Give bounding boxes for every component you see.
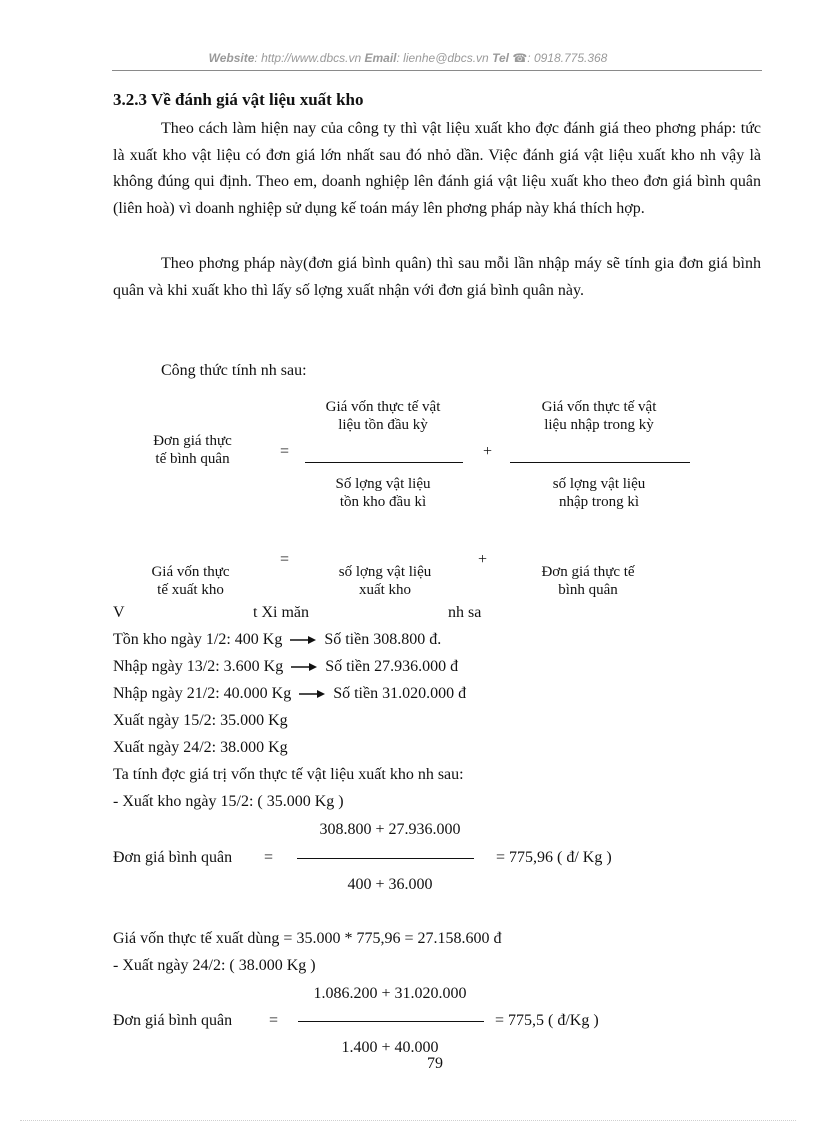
formula1-lhs-line1: Đơn giá thực <box>153 433 232 449</box>
paragraph-1 <box>113 116 761 222</box>
formula2-col3-line2: bình quân <box>558 582 618 598</box>
phone-icon: ☎ <box>512 51 528 65</box>
footer-divider <box>20 1120 796 1121</box>
formula1-equals: = <box>280 443 290 460</box>
nhap1-line <box>113 658 458 676</box>
case2-lhs: Đơn giá bình quân <box>113 1012 233 1029</box>
formula2-col2-line2: xuất kho <box>358 582 412 598</box>
paragraph-2-text: Theo phơng pháp này(đơn giá bình quân) thì sau mỗi lần nhập máy sẽ tính gia đơn giá bình quân và khi xuất kho thì lấy số lợng xuất nhận với đơn giá bình quân này. <box>113 255 761 299</box>
tel-label: Tel <box>492 51 509 65</box>
paragraph-2 <box>113 251 761 304</box>
case1-fraction-bar <box>297 858 474 859</box>
formula1-num2-line1: Giá vốn thực tế vật <box>541 399 657 415</box>
formula2-equals: = <box>280 551 290 568</box>
case1-lhs: Đơn giá bình quân <box>113 849 233 866</box>
xuat2-line: Xuất ngày 24/2: 38.000 Kg <box>113 739 288 756</box>
formula1-num1-line2: liệu tồn đầu kỳ <box>338 417 428 433</box>
formula1-fraction-bar-2 <box>510 462 690 463</box>
formula2-col2-line1: số lợng vật liệu <box>338 564 432 580</box>
formula1-lhs-line2: tế bình quân <box>155 451 230 467</box>
paragraph-1-text: Theo cách làm hiện nay của công ty thì vật liệu xuất kho đợc đánh giá theo phơng pháp: tức là xuất kho vật liệu có đơn giá lớn nhất sau đó nhỏ dần. Việc đánh giá vật liệu xuất kho nh vậy là không đúng qui định. Theo em, doanh nghiệp lên đánh giá vật liệu xuất kho theo đơn giá bình quân (liên hoà) vì doanh nghiệp sử dụng kế toán máy lên phơng pháp này khá thích hợp. <box>113 120 761 217</box>
case1-result: = 775,96 ( đ/ Kg ) <box>496 849 612 866</box>
page-header <box>0 51 816 65</box>
ton-kho-value: Số tiền 308.800 đ. <box>324 631 442 648</box>
case1-cost: Giá vốn thực tế xuất dùng = 35.000 * 775,96 = 27.158.600 đ <box>113 930 502 947</box>
formula1-num1-line1: Giá vốn thực tế vật <box>325 399 441 415</box>
formula-intro: Công thức tính nh sau: <box>161 362 307 379</box>
right-arrow-icon <box>290 635 316 645</box>
formula1-plus: + <box>483 443 493 460</box>
case1-title: - Xuất kho ngày 15/2: ( 35.000 Kg ) <box>113 793 344 810</box>
case2-title: - Xuất ngày 24/2: ( 38.000 Kg ) <box>113 957 316 974</box>
formula1-num2-line2: liệu nhập trong kỳ <box>544 417 654 433</box>
page-number: 79 <box>427 1055 443 1072</box>
formula1-fraction-bar-1 <box>305 462 463 463</box>
obscured-line-middle: t Xi măn <box>253 604 309 621</box>
case2-denominator: 1.400 + 40.000 <box>341 1039 439 1056</box>
case1-eq: = <box>264 849 274 866</box>
formula1-den1-line1: Số lợng vật liệu <box>335 476 431 492</box>
case1-denominator: 400 + 36.000 <box>347 876 433 893</box>
nhap2-label: Nhập ngày 21/2: 40.000 Kg <box>113 685 292 702</box>
xuat1-line: Xuất ngày 15/2: 35.000 Kg <box>113 712 288 729</box>
case1-numerator: 308.800 + 27.936.000 <box>319 821 461 838</box>
nhap2-value: Số tiền 31.020.000 đ <box>333 685 467 702</box>
formula2-col1-line2: tế xuất kho <box>157 582 224 598</box>
email-value: : lienhe@dbcs.vn <box>396 51 489 65</box>
case2-eq: = <box>269 1012 279 1029</box>
right-arrow-icon <box>299 689 325 699</box>
website-value: : http://www.dbcs.vn <box>254 51 362 65</box>
formula1-den2-line1: số lợng vật liệu <box>552 476 646 492</box>
nhap1-value: Số tiền 27.936.000 đ <box>325 658 459 675</box>
formula2-plus: + <box>478 551 488 568</box>
email-label: Email <box>364 51 397 65</box>
case2-result: = 775,5 ( đ/Kg ) <box>495 1012 599 1029</box>
calc-intro: Ta tính đợc giá trị vốn thực tế vật liệu xuất kho nh sau: <box>113 766 464 783</box>
formula1-den2-line2: nhập trong kì <box>559 494 639 510</box>
tel-value: : 0918.775.368 <box>527 51 608 65</box>
obscured-line-end: nh sa <box>448 604 482 621</box>
formula2-col3-line1: Đơn giá thực tế <box>541 564 635 580</box>
formula1-den1-line2: tồn kho đầu kì <box>339 494 427 510</box>
right-arrow-icon <box>291 662 317 672</box>
obscured-line-start: V <box>113 604 125 621</box>
formula2-col1-line1: Giá vốn thực <box>151 564 230 580</box>
case2-numerator: 1.086.200 + 31.020.000 <box>313 985 467 1002</box>
ton-kho-label: Tồn kho ngày 1/2: 400 Kg <box>113 631 283 648</box>
website-label: Website <box>208 51 255 65</box>
case2-fraction-bar <box>298 1021 484 1022</box>
nhap1-label: Nhập ngày 13/2: 3.600 Kg <box>113 658 284 675</box>
nhap2-line <box>113 685 466 703</box>
header-divider <box>112 70 762 71</box>
section-heading: 3.2.3 Về đánh giá vật liệu xuất kho <box>113 90 364 109</box>
ton-kho-line <box>113 631 441 649</box>
